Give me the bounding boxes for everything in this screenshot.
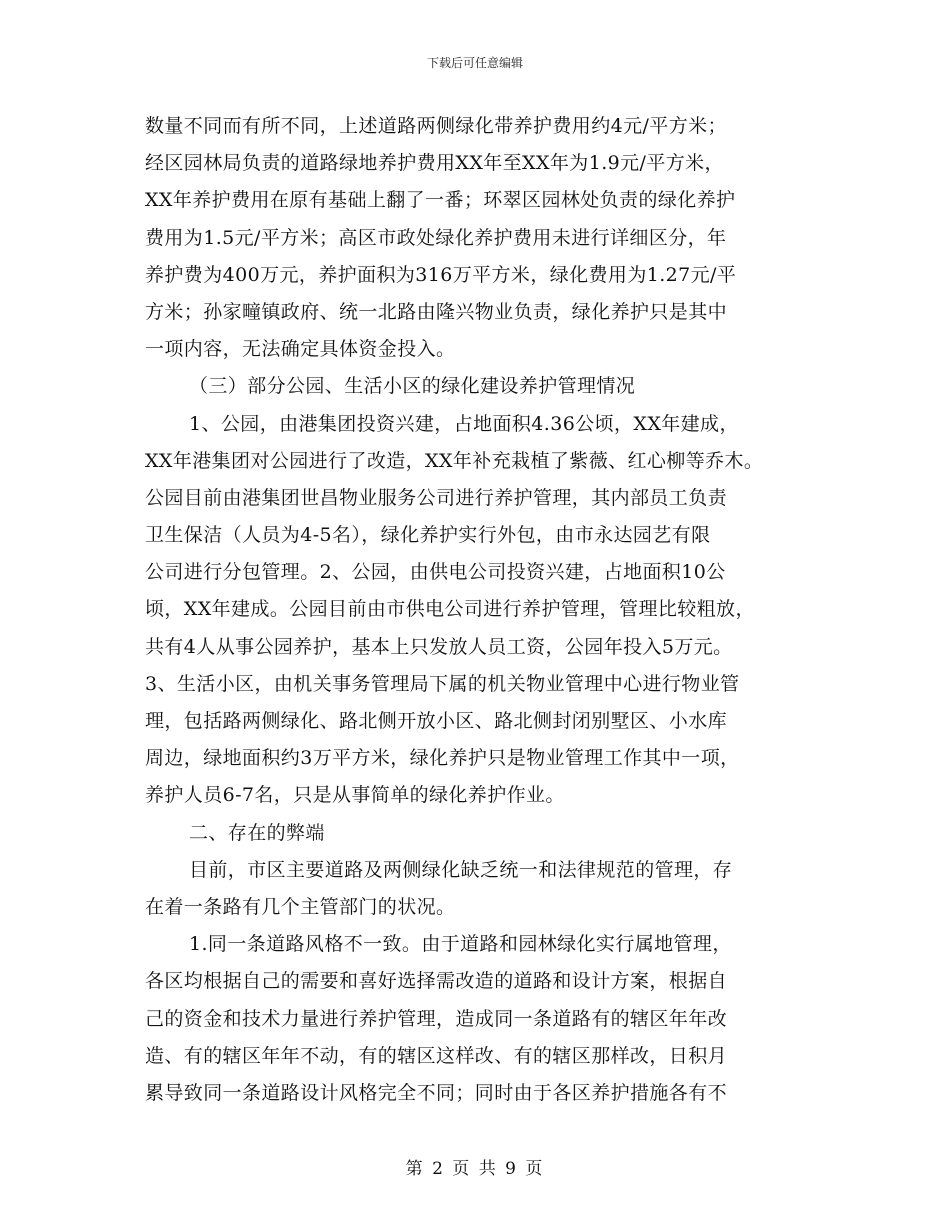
text-line: 1.同一条道路风格不一致。由于道路和园林绿化实行属地管理， [189,933,732,956]
section-heading: （三）部分公园、生活小区的绿化建设养护管理情况 [189,375,636,398]
text-line: 共有4人从事公园养护，基本上只发放人员工资，公园年投入5万元。 [145,635,733,658]
text-line: 3、生活小区，由机关事务管理局下属的机关物业管理中心进行物业管 [145,672,740,695]
text-line: 各区均根据自己的需要和喜好选择需改造的道路和设计方案，根据自 [145,970,728,993]
text-line: 累导致同一条道路设计风格完全不同；同时由于各区养护措施各有不 [145,1081,728,1104]
text-line: 经区园林局负责的道路绿地养护费用XX年至XX年为1.9元/平方米， [145,152,724,175]
text-line: 造、有的辖区年年不动，有的辖区这样改、有的辖区那样改，日积月 [145,1044,728,1067]
text-line: XX年港集团对公园进行了改造，XX年补充栽植了紫薇、红心柳等乔木。 [145,449,764,472]
text-line: 养护人员6-7名，只是从事简单的绿化养护作业。 [145,784,565,807]
text-line: 顷，XX年建成。公园目前由市供电公司进行养护管理，管理比较粗放， [145,598,755,621]
section-heading: 二、存在的弊端 [189,821,325,844]
text-line: 一项内容，无法确定具体资金投入。 [145,338,456,361]
text-line: 数量不同而有所不同，上述道路两侧绿化带养护费用约4元/平方米； [145,115,727,137]
text-line: 1、公园，由港集团投资兴建，占地面积4.36公顷，XX年建成， [189,412,739,435]
text-line: 养护费为400万元，养护面积为316万平方米，绿化费用为1.27元/平 [145,263,737,286]
page-footer: 第 2 页 共 9 页 [405,1159,545,1179]
text-line: 费用为1.5元/平方米；高区市政处绿化养护费用未进行详细区分，年 [145,226,727,249]
body-text [145,108,825,1112]
text-line: 公园目前由港集团世昌物业服务公司进行养护管理，其内部员工负责 [145,486,728,509]
page-header: 下载后可任意编辑 [426,56,523,70]
text-line: 周边，绿地面积约3万平方米，绿化养护只是物业管理工作其中一项， [145,747,740,770]
text-line: 己的资金和技术力量进行养护管理，造成同一条道路有的辖区年年改 [145,1007,728,1030]
text-line: 卫生保洁（人员为4-5名），绿化养护实行外包，由市永达园艺有限 [145,524,711,547]
text-line: 理，包括路两侧绿化、路北侧开放小区、路北侧封闭别墅区、小水库 [145,710,728,732]
text-line: 在着一条路有几个主管部门的状况。 [145,895,456,918]
text-line: 公司进行分包管理。2、公园，由供电公司投资兴建，占地面积10公 [145,561,726,584]
text-line: 目前，市区主要道路及两侧绿化缺乏统一和法律规范的管理，存 [189,858,733,881]
text-line: 方米；孙家疃镇政府、统一北路由隆兴物业负责，绿化养护只是其中 [145,300,728,323]
text-line: XX年养护费用在原有基础上翻了一番；环翠区园林处负责的绿化养护 [145,189,736,212]
